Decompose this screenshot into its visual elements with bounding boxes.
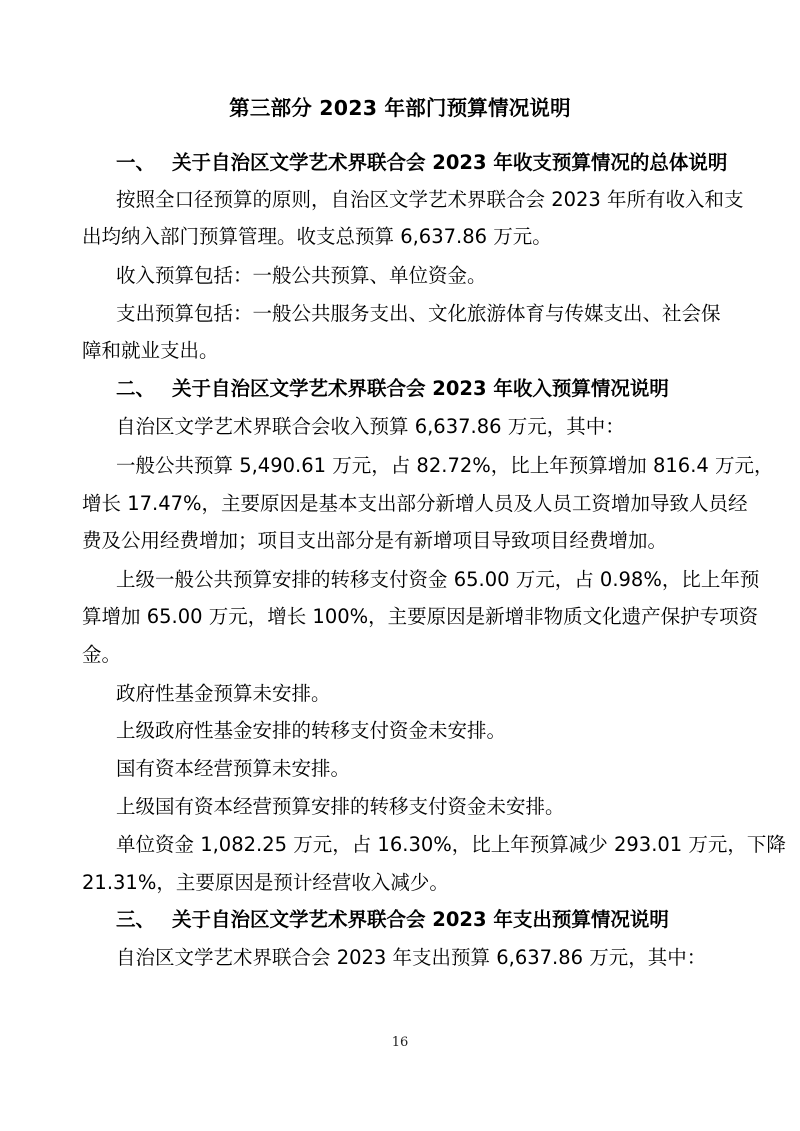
text-line: 按照全口径预算的原则，自治区文学艺术界联合会 2023 年所有收入和支	[116, 188, 744, 211]
page-number: 16	[391, 1035, 409, 1050]
text-line: 政府性基金预算未安排。	[116, 682, 331, 705]
section-number-3: 三、	[116, 908, 156, 931]
section-heading-1	[116, 146, 727, 180]
section-heading-text-1: 关于自治区文学艺术界联合会 2023 年收支预算情况的总体说明	[172, 151, 728, 174]
section-heading-3	[116, 903, 669, 937]
section-heading-text-2: 关于自治区文学艺术界联合会 2023 年收入预算情况说明	[172, 377, 669, 400]
text-line: 支出预算包括：一般公共服务支出、文化旅游体育与传媒支出、社会保	[116, 302, 721, 325]
text-line: 自治区文学艺术界联合会收入预算 6,637.86 万元，其中：	[116, 415, 625, 438]
text-line: 出均纳入部门预算管理。收支总预算 6,637.86 万元。	[82, 225, 552, 248]
text-line: 国有资本经营预算未安排。	[116, 757, 351, 780]
text-line: 收入预算包括：一般公共预算、单位资金。	[116, 264, 487, 287]
section-heading-2	[116, 372, 669, 406]
section-number-2: 二、	[116, 377, 156, 400]
page-title: 第三部分 2023 年部门预算情况说明	[229, 96, 571, 120]
section-heading-text-3: 关于自治区文学艺术界联合会 2023 年支出预算情况说明	[172, 908, 669, 931]
text-line: 增长 17.47%，主要原因是基本支出部分新增人员及人员工资增加导致人员经	[82, 492, 748, 515]
text-line: 一般公共预算 5,490.61 万元，占 82.72%，比上年预算增加 816.4 万元，	[116, 454, 774, 477]
text-line: 上级政府性基金安排的转移支付资金未安排。	[116, 719, 507, 742]
text-line: 障和就业支出。	[82, 339, 219, 362]
text-line: 费及公用经费增加；项目支出部分是有新增项目导致项目经费增加。	[82, 529, 668, 552]
text-line: 上级国有资本经营预算安排的转移支付资金未安排。	[116, 795, 565, 818]
text-line: 上级一般公共预算安排的转移支付资金 65.00 万元，占 0.98%，比上年预	[116, 568, 760, 591]
section-number-1: 一、	[116, 151, 156, 174]
text-line: 21.31%，主要原因是预计经营收入减少。	[82, 871, 449, 894]
text-line: 金。	[82, 643, 122, 666]
text-line: 算增加 65.00 万元，增长 100%，主要原因是新增非物质文化遗产保护专项资	[82, 605, 759, 628]
text-line: 自治区文学艺术界联合会 2023 年支出预算 6,637.86 万元，其中：	[116, 946, 707, 969]
text-line: 单位资金 1,082.25 万元，占 16.30%，比上年预算减少 293.01 万元，下降	[116, 833, 786, 856]
